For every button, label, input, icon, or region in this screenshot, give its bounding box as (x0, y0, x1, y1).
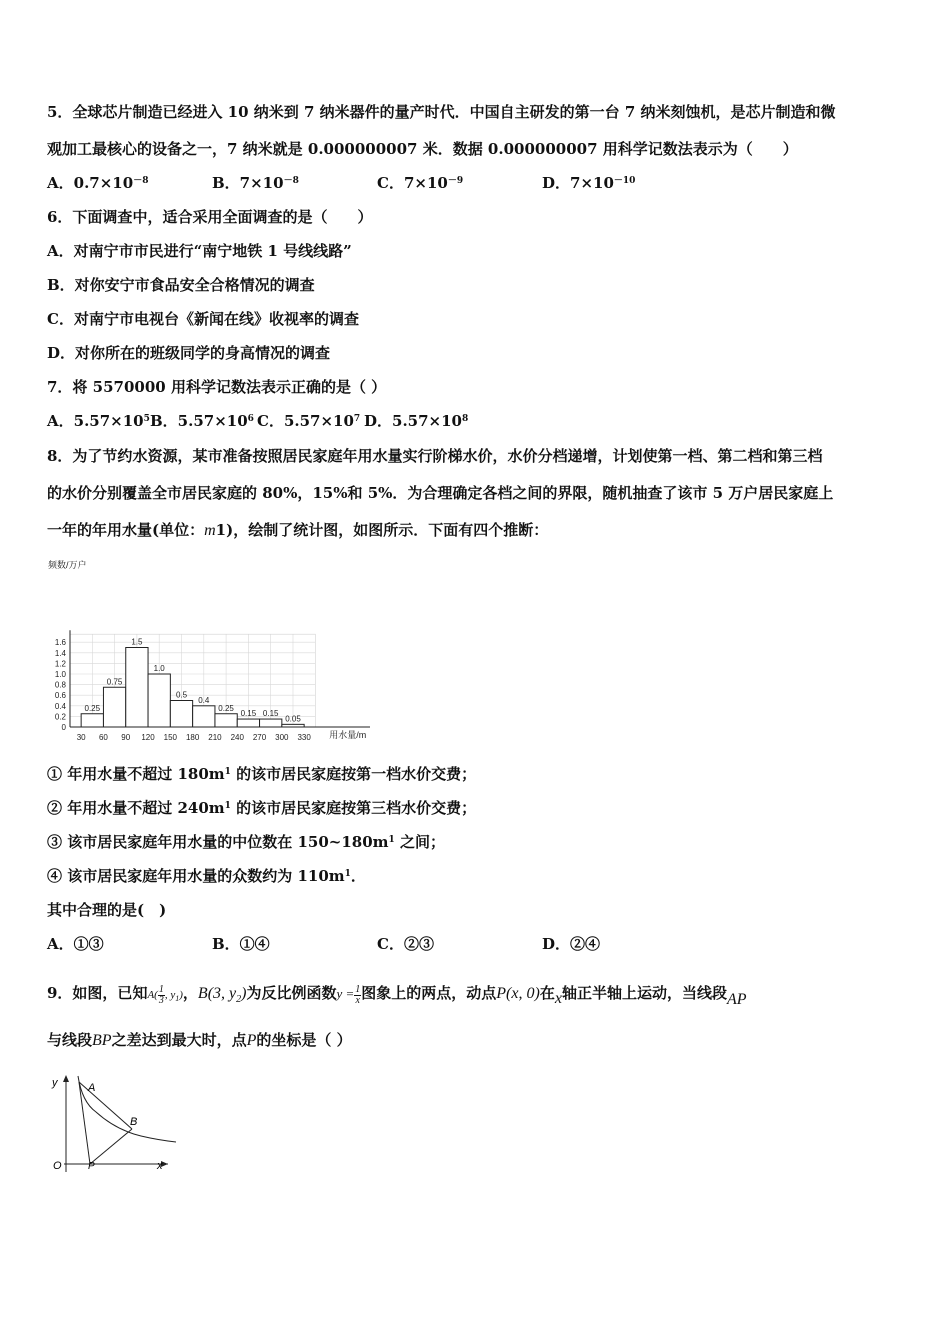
histogram-bar (170, 701, 192, 728)
x-tick-label: 180 (185, 733, 200, 742)
bar-value-label: 1.0 (153, 664, 165, 673)
q8-statement-2: ② 年用水量不超过 $240m^1$ 的该市居民家庭按第三档水价交费； (47, 799, 477, 817)
y-tick-label: 0.4 (54, 701, 66, 711)
histogram-bar (260, 719, 282, 727)
histogram-bar (81, 714, 103, 727)
bar-value-label: 0.05 (285, 714, 301, 724)
histogram-bar (126, 648, 148, 728)
x-tick-label: 300 (275, 733, 289, 742)
y-tick-label: 0.8 (54, 680, 66, 690)
q9-stem-line1: 9．如图，已知A( $\frac{1}{3}$ , $y_1$)，B(3, $y_2$)为反比例函数y = $\frac{1}{x}$ 图象上的两点，动点P(x, 0)在x轴正半轴上运动，当线段AP (47, 983, 747, 1008)
histogram-bar (103, 687, 125, 727)
q5-option-a: A．$0.7\times 10^{-8}$ (47, 174, 149, 192)
bar-value-label: 0.25 (218, 703, 234, 713)
water-usage-histogram (40, 556, 370, 748)
histogram-bar (193, 706, 215, 727)
q6-option-b: B．对你安宁市食品安全合格情况的调查 (47, 276, 315, 294)
x-tick-label: 210 (208, 733, 222, 742)
x-tick-label: 90 (121, 733, 131, 742)
q8-statement-4: ④ 该市居民家庭年用水量的众数约为 $110m^1$． (47, 867, 366, 885)
x-tick-label: 330 (297, 733, 311, 742)
q8-option-d: D．②④ (542, 935, 601, 953)
label-a: A (88, 1082, 96, 1094)
y-tick-label: 1.2 (54, 659, 66, 669)
segment-ab (79, 1082, 132, 1129)
x-tick-label: 240 (230, 733, 244, 742)
x-tick-label: 30 (76, 733, 86, 742)
label-x: x (157, 1160, 163, 1172)
q8-option-a: A．①③ (47, 935, 104, 953)
q8-stem-line1: 8．为了节约水资源，某市准备按照居民家庭年用水量实行阶梯水价，水价分档递增，计划使第一档、第二档和第三档 (47, 447, 823, 465)
q7-option-a: A．$5.57\times 10^5$ (47, 412, 150, 430)
q6-option-c: C．对南宁市电视台《新闻在线》收视率的调查 (47, 310, 359, 328)
histogram-bar (148, 674, 170, 727)
bar-value-label: 0.25 (84, 703, 101, 713)
y-tick-label: 1.0 (54, 670, 66, 679)
q5-stem-line2: 观加工最核心的设备之一，7 纳米就是 0.000000007 米．数据 0.000000007 用科学记数法表示为（ ） (47, 140, 798, 158)
label-p: P (88, 1161, 95, 1172)
point-b: B(3, $y_2$) (197, 985, 247, 1006)
label-o: O (53, 1160, 62, 1172)
point-a: A( $\frac{1}{3}$ , $y_1$) (147, 983, 183, 1006)
bar-value-label: 0.75 (106, 677, 123, 687)
label-b: B (130, 1116, 138, 1128)
x-tick-label: 270 (252, 733, 267, 742)
q9-figure (46, 1072, 186, 1176)
bar-value-label: 0.4 (198, 695, 210, 705)
q8-options (47, 934, 647, 954)
q7-option-b: B．$5.57\times 10^6$ (150, 412, 254, 430)
function-expr: y = $\frac{1}{x}$ (336, 983, 361, 1006)
y-axis-arrow-icon (63, 1075, 69, 1082)
q8-statement-3: ③ 该市居民家庭年用水量的中位数在 $150\sim 180m^1$ 之间； (47, 833, 446, 851)
q7-option-c: C．$5.57\times 10^7$ (257, 412, 361, 430)
q6-stem: 6．下面调查中，适合采用全面调查的是（ ） (47, 208, 373, 226)
q8-option-b: B．①④ (212, 935, 270, 953)
y-tick-label: 0.6 (54, 691, 66, 701)
y-tick-label: 1.6 (54, 638, 66, 648)
label-y: y (52, 1077, 58, 1089)
q8-ask: 其中合理的是( ) (47, 901, 167, 919)
q8-option-c: C．②③ (377, 935, 434, 953)
q5-option-d: D．$7\times 10^{-10}$ (542, 174, 636, 192)
y-tick-label: 0 (61, 723, 66, 732)
q7-options (47, 411, 547, 431)
bar-value-label: 0.15 (240, 709, 257, 719)
q6-option-a: A．对南宁市市民进行“南宁地铁 1 号线线路” (47, 242, 352, 260)
q7-stem: 7．将 5570000 用科学记数法表示正确的是（ ） (47, 378, 387, 396)
bar-value-label: 0.5 (175, 690, 188, 700)
q7-option-d: D．$5.57\times 10^8$ (364, 412, 469, 430)
segment-bp (90, 1129, 132, 1164)
histogram-bar (215, 714, 237, 727)
bar-value-label: 1.5 (131, 637, 143, 647)
x-tick-label: 120 (141, 733, 155, 742)
q9-stem-line2: 与线段BP之差达到最大时，点P的坐标是（ ） (47, 1031, 352, 1049)
q8-stem-line2: 的水价分别覆盖全市居民家庭的 80%，15%和 5%．为合理确定各档之间的界限，随机抽查了该市 5 万户居民家庭上 (47, 484, 834, 502)
x-axis-label: 用水量/m (329, 730, 367, 740)
q5-options (47, 173, 907, 193)
y-tick-label: 0.2 (54, 712, 66, 722)
segment-ap (79, 1082, 90, 1164)
histogram-bar (237, 719, 259, 727)
y-tick-label: 1.4 (54, 648, 66, 658)
y-axis-label: 频数/万户 (48, 560, 87, 570)
x-tick-label: 60 (98, 733, 108, 742)
bar-value-label: 0.15 (262, 709, 279, 719)
q8-stem-line3: 一年的年用水量(单位：m1)，绘制了统计图，如图所示．下面有四个推断： (47, 521, 549, 539)
q5-option-c: C．$7\times 10^{-9}$ (377, 174, 464, 192)
q8-statement-1: ① 年用水量不超过 $180m^1$ 的该市居民家庭按第一档水价交费； (47, 765, 477, 783)
q5-option-b: B．$7\times 10^{-8}$ (212, 174, 299, 192)
x-tick-label: 150 (163, 733, 178, 742)
q5-stem-line1: 5．全球芯片制造已经进入 10 纳米到 7 纳米器件的量产时代．中国自主研发的第一台 7 纳米刻蚀机，是芯片制造和微 (47, 103, 836, 121)
q6-option-d: D．对你所在的班级同学的身高情况的调查 (47, 344, 331, 362)
